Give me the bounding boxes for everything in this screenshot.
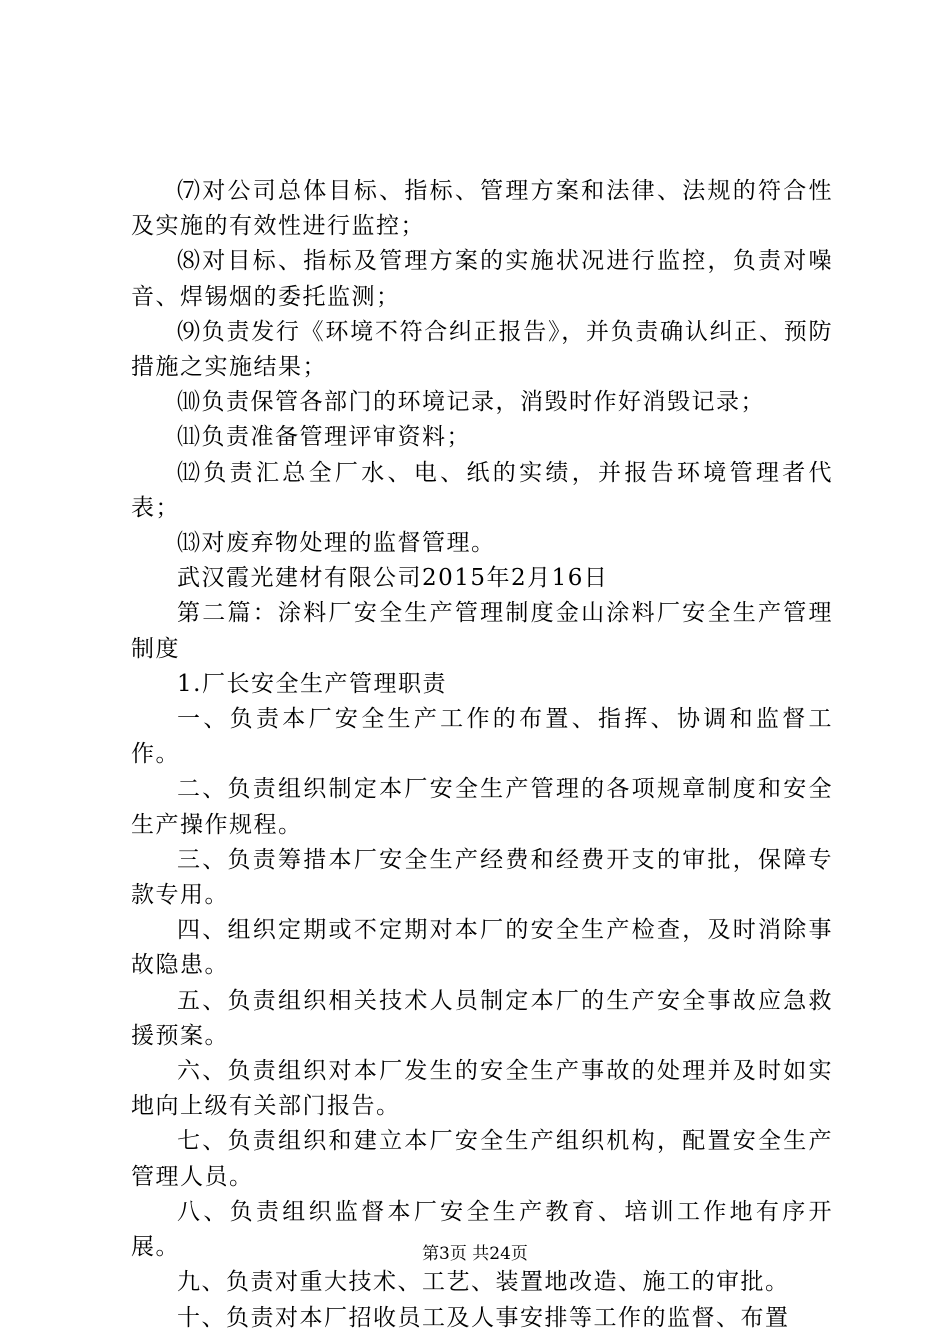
paragraph-8: ⑻对目标、指标及管理方案的实施状况进行监控，负责对噪音、焊锡烟的委托监测； <box>131 248 833 310</box>
duty-item-4: 四、组织定期或不定期对本厂的安全生产检查，及时消除事故隐患。 <box>131 917 833 979</box>
paragraph-12: ⑿负责汇总全厂水、电、纸的实绩，并报告环境管理者代表； <box>131 459 833 521</box>
subsection-heading: 1.厂长安全生产管理职责 <box>177 670 447 697</box>
document-body <box>131 174 833 1336</box>
paragraph-9: ⑼负责发行《环境不符合纠正报告》，并负责确认纠正、预防措施之实施结果； <box>131 318 833 381</box>
duty-item-9: 九、负责对重大技术、工艺、装置地改造、施工的审批。 <box>177 1269 790 1296</box>
duty-item-7: 七、负责组织和建立本厂安全生产组织机构，配置安全生产管理人员。 <box>131 1128 833 1190</box>
paragraph-7: ⑺对公司总体目标、指标、管理方案和法律、法规的符合性及实施的有效性进行监控； <box>131 178 833 240</box>
duty-item-10: 十、负责对本厂招收员工及人事安排等工作的监督、布置 <box>177 1304 790 1331</box>
duty-item-2: 二、负责组织制定本厂安全生产管理的各项规章制度和安全生产操作规程。 <box>131 776 833 838</box>
duty-item-5: 五、负责组织相关技术人员制定本厂的生产安全事故应急救援预案。 <box>131 987 833 1049</box>
signature-line: 武汉霞光建材有限公司2015年2月16日 <box>177 565 609 592</box>
page-number: 第3页 共24页 <box>422 1244 528 1264</box>
paragraph-13: ⒀对废弃物处理的监督管理。 <box>177 530 496 557</box>
section-heading: 第二篇：涂料厂安全生产管理制度金山涂料厂安全生产管理制度 <box>131 600 833 662</box>
duty-item-8: 八、负责组织监督本厂安全生产教育、培训工作地有序开展。 <box>131 1198 833 1261</box>
page-footer <box>0 1243 950 1265</box>
paragraph-10: ⑽负责保管各部门的环境记录，消毁时作好消毁记录； <box>177 389 765 416</box>
duty-item-6: 六、负责组织对本厂发生的安全生产事故的处理并及时如实地向上级有关部门报告。 <box>131 1058 833 1120</box>
duty-item-1: 一、负责本厂安全生产工作的布置、指挥、协调和监督工作。 <box>131 706 833 768</box>
duty-item-3: 三、负责筹措本厂安全生产经费和经费开支的审批，保障专款专用。 <box>131 846 833 909</box>
paragraph-11: ⑾负责准备管理评审资料； <box>177 424 471 451</box>
